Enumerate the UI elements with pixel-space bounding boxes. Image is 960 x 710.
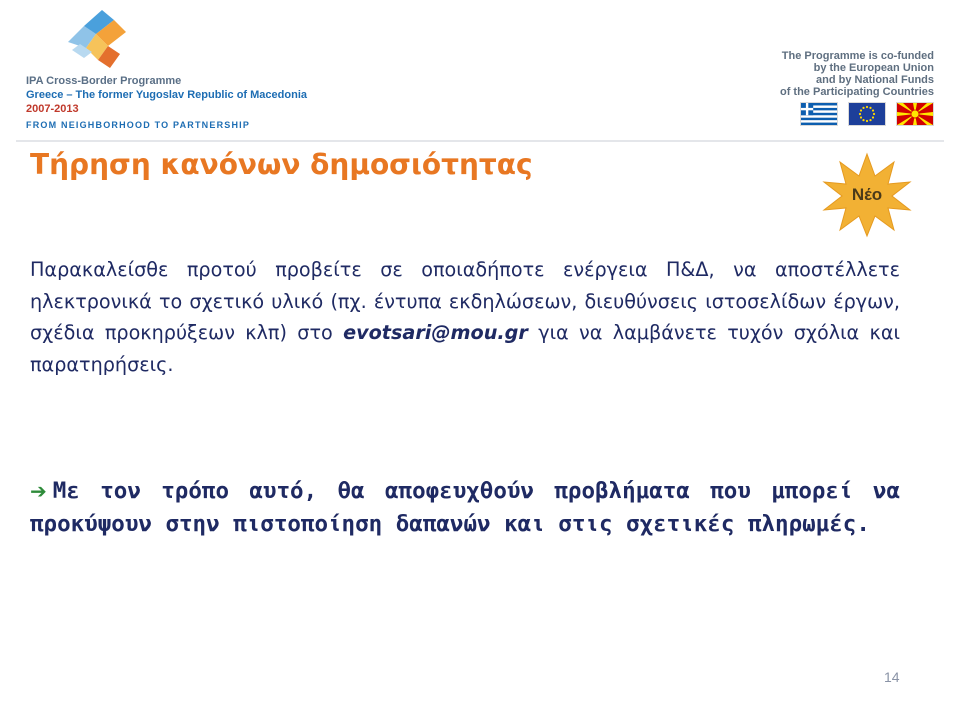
north-macedonia-flag [896, 102, 934, 126]
new-badge [822, 152, 912, 238]
cofund-line: and by National Funds [816, 74, 934, 86]
cofunding-statement [780, 50, 934, 98]
header-divider [16, 140, 944, 142]
body-text-after: για να λαμβάνετε τυχόν σχόλια και παρατηρήσεις. [30, 321, 900, 376]
page-number: 14 [884, 669, 900, 685]
programme-name: IPA Cross-Border Programme [26, 75, 182, 87]
programme-countries: Greece – The former Yugoslav Republic of Macedonia [26, 89, 307, 101]
note-paragraph [30, 475, 900, 541]
body-paragraph [30, 254, 900, 380]
cofund-line: by the European Union [813, 62, 934, 74]
programme-period: 2007-2013 [26, 103, 79, 115]
programme-title-block [26, 74, 307, 134]
note-text: Με τον τρόπο αυτό, θα αποφευχθούν προβλήματα που μπορεί να προκύψουν στην πιστοποίηση δαπανών και στις σχετικές πληρωμές. [30, 478, 900, 537]
arrow-right-icon: ➔ [30, 479, 47, 503]
page-title: Τήρηση κανόνων δημοσιότητας [30, 148, 533, 181]
cofund-line: of the Participating Countries [779, 86, 934, 98]
eu-flag [848, 102, 886, 126]
new-badge-label: Νέο [851, 185, 883, 204]
cofund-line: The Programme is co-funded [781, 50, 934, 62]
programme-motto: FROM NEIGHBORHOOD TO PARTNERSHIP [26, 120, 251, 130]
header [0, 0, 960, 140]
greece-flag [800, 102, 838, 126]
email-link[interactable]: evotsari@mou.gr [343, 321, 528, 344]
flags-row [800, 102, 934, 126]
handshake-logo-icon [62, 4, 132, 72]
body-text-before: Παρακαλείσθε προτού προβείτε σε οποιαδήποτε ενέργεια Π&Δ, να αποστέλλετε ηλεκτρονικά το σχετικό υλικό (πχ. έντυπα εκδηλώσεων, διευθύνσεις ιστοσελίδων έργων, σχέδια προκηρύξεων κλπ) στο [30, 258, 900, 344]
